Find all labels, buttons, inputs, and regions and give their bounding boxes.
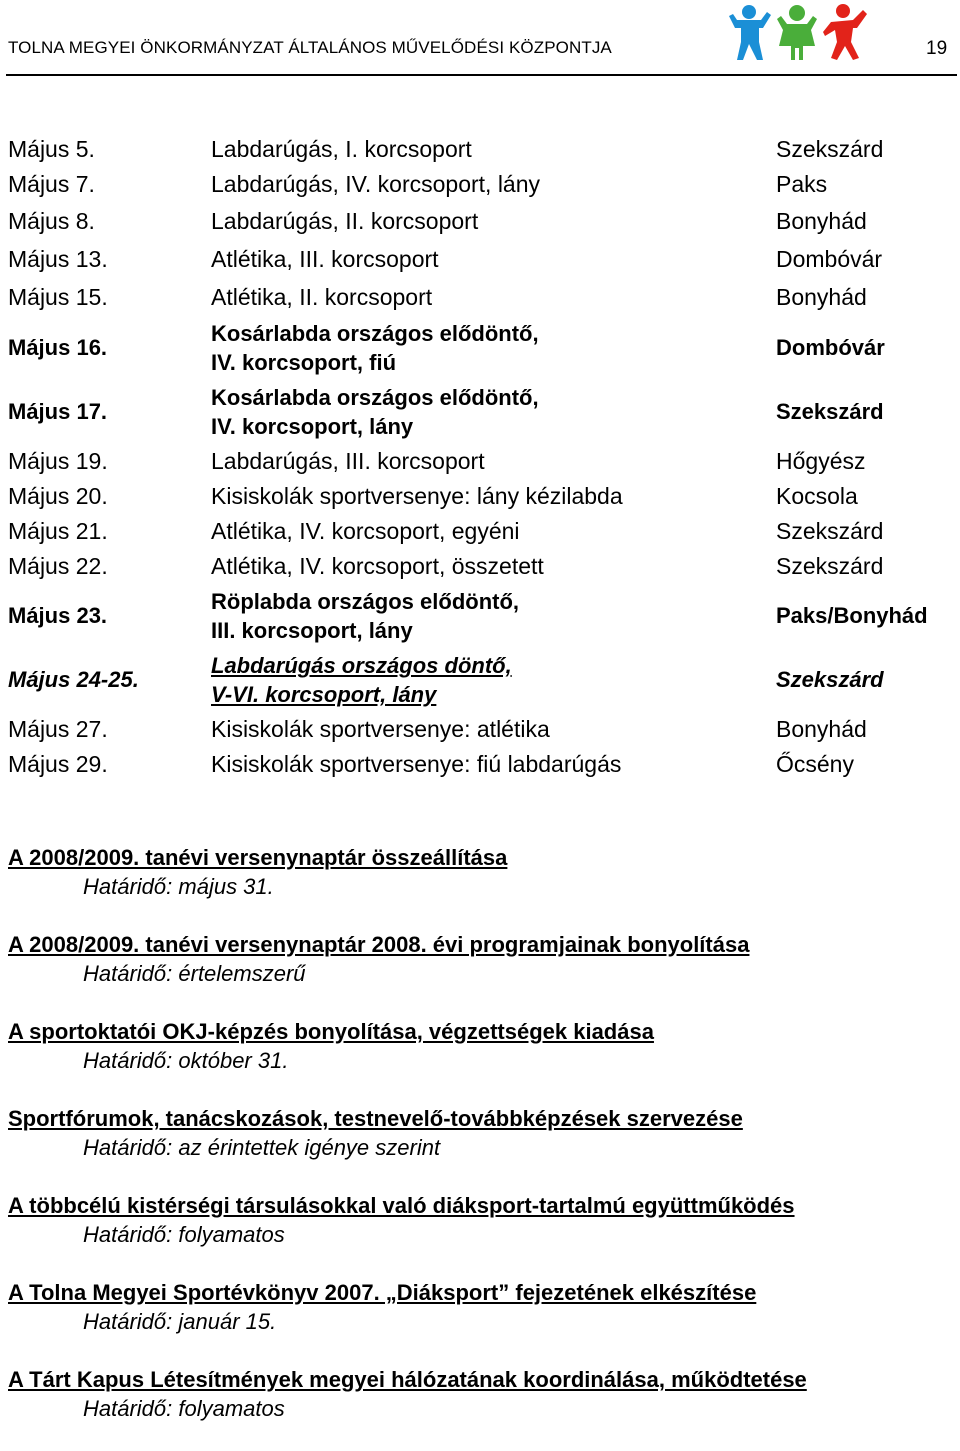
schedule-date: Május 13. [8,246,108,272]
schedule-row [0,514,960,549]
task-deadline: Határidő: folyamatos [83,1396,285,1421]
page-number: 19 [926,38,948,59]
task-deadline: Határidő: október 31. [83,1048,289,1073]
schedule-row [0,549,960,584]
task-item [0,1277,960,1364]
schedule-event-line: Kosárlabda országos elődöntő, [211,321,539,346]
task-title: A Tolna Megyei Sportévkönyv 2007. „Diáksport” fejezetének elkészítése [8,1280,757,1305]
schedule-event: Atlétika, II. korcsoport [211,284,433,310]
schedule-place: Szekszárd [776,667,884,692]
schedule-row [0,479,960,514]
schedule-place: Szekszárd [776,399,884,424]
header-title: TOLNA MEGYEI ÖNKORMÁNYZAT ÁLTALÁNOS MŰVELŐDÉSI KÖZPONTJA [8,38,612,57]
schedule-place: Szekszárd [776,553,884,579]
schedule-place: Kocsola [776,483,858,509]
task-deadline: Határidő: folyamatos [83,1222,285,1247]
schedule-event [211,651,512,709]
task-list [0,842,960,1451]
schedule-event: Labdarúgás, II. korcsoport [211,208,479,234]
task-item [0,1190,960,1277]
schedule-row [0,380,960,444]
schedule-place: Őcsény [776,751,854,777]
schedule-row [0,712,960,747]
task-deadline: Határidő: január 15. [83,1309,277,1334]
schedule-date: Május 19. [8,448,108,474]
schedule-row [0,202,960,240]
schedule-event [211,383,539,441]
red-child-figure [823,4,867,60]
task-item [0,1016,960,1103]
task-title: Sportfórumok, tanácskozások, testnevelő-továbbképzések szervezése [8,1106,743,1131]
task-title: A sportoktatói OKJ-képzés bonyolítása, végzettségek kiadása [8,1019,654,1044]
schedule-place: Szekszárd [776,518,884,544]
page-header [0,0,960,76]
schedule-date: Május 21. [8,518,108,544]
schedule-row [0,316,960,380]
schedule-event: Labdarúgás, IV. korcsoport, lány [211,171,541,197]
task-item [0,1364,960,1451]
schedule-row [0,278,960,316]
schedule-place: Bonyhád [776,208,867,234]
schedule-place: Paks [776,171,828,197]
schedule-row [0,444,960,479]
task-title: A Tárt Kapus Létesítmények megyei hálózatának koordinálása, működtetése [8,1367,807,1392]
schedule-place: Dombóvár [776,335,885,360]
schedule-row [0,584,960,648]
schedule-date: Május 7. [8,171,95,197]
schedule-event [211,587,519,645]
schedule-event-line: Röplabda országos elődöntő, [211,589,520,614]
schedule-row [0,167,960,202]
task-title: A 2008/2009. tanévi versenynaptár összeállítása [8,845,508,870]
schedule-place: Bonyhád [776,284,867,310]
schedule-event: Labdarúgás, I. korcsoport [211,136,472,162]
schedule-event: Labdarúgás, III. korcsoport [211,448,485,474]
green-child-figure [777,5,817,60]
schedule-place: Dombóvár [776,246,883,272]
schedule-date: Május 16. [8,335,108,360]
schedule-event: Atlétika, IV. korcsoport, összetett [211,553,544,579]
task-item [0,842,960,929]
schedule-place: Bonyhád [776,716,867,742]
task-deadline: Határidő: az érintettek igénye szerint [83,1135,441,1160]
schedule-date: Május 5. [8,136,95,162]
schedule-event-line: Kosárlabda országos elődöntő, [211,385,539,410]
schedule-date: Május 17. [8,399,108,424]
schedule-row [0,132,960,167]
schedule-row [0,747,960,782]
schedule-place: Hőgyész [776,448,866,474]
schedule-event-line: V-VI. korcsoport, lány [211,682,437,707]
schedule-date: Május 29. [8,751,108,777]
task-item [0,929,960,1016]
task-title: A többcélú kistérségi társulásokkal való diáksport-tartalmú együttműködés [8,1193,795,1218]
task-item [0,1103,960,1190]
schedule-date: Május 23. [8,603,108,628]
schedule-event: Atlétika, III. korcsoport [211,246,439,272]
schedule-event-line: IV. korcsoport, lány [211,414,414,439]
blue-child-figure [729,5,771,60]
schedule-date: Május 20. [8,483,108,509]
schedule-date: Május 27. [8,716,108,742]
header-divider [6,74,957,76]
schedule-date: Május 8. [8,208,95,234]
schedule-row [0,240,960,278]
schedule-event-line: Labdarúgás országos döntő, [211,653,512,678]
schedule-event-line: IV. korcsoport, fiú [211,350,397,375]
competition-schedule [0,132,960,782]
schedule-place: Paks/Bonyhád [776,603,928,628]
children-logo-icon [727,2,867,64]
schedule-date: Május 24-25. [8,667,139,692]
schedule-event: Kisiskolák sportversenye: lány kézilabda [211,483,623,509]
schedule-date: Május 22. [8,553,108,579]
schedule-event: Atlétika, IV. korcsoport, egyéni [211,518,520,544]
task-deadline: Határidő: értelemszerű [83,961,306,986]
schedule-date: Május 15. [8,284,108,310]
task-deadline: Határidő: május 31. [83,874,274,899]
schedule-event: Kisiskolák sportversenye: fiú labdarúgás [211,751,622,777]
schedule-place: Szekszárd [776,136,884,162]
schedule-event-line: III. korcsoport, lány [211,618,413,643]
task-title: A 2008/2009. tanévi versenynaptár 2008. évi programjainak bonyolítása [8,932,750,957]
schedule-row [0,648,960,712]
schedule-event [211,319,539,377]
schedule-event: Kisiskolák sportversenye: atlétika [211,716,550,742]
